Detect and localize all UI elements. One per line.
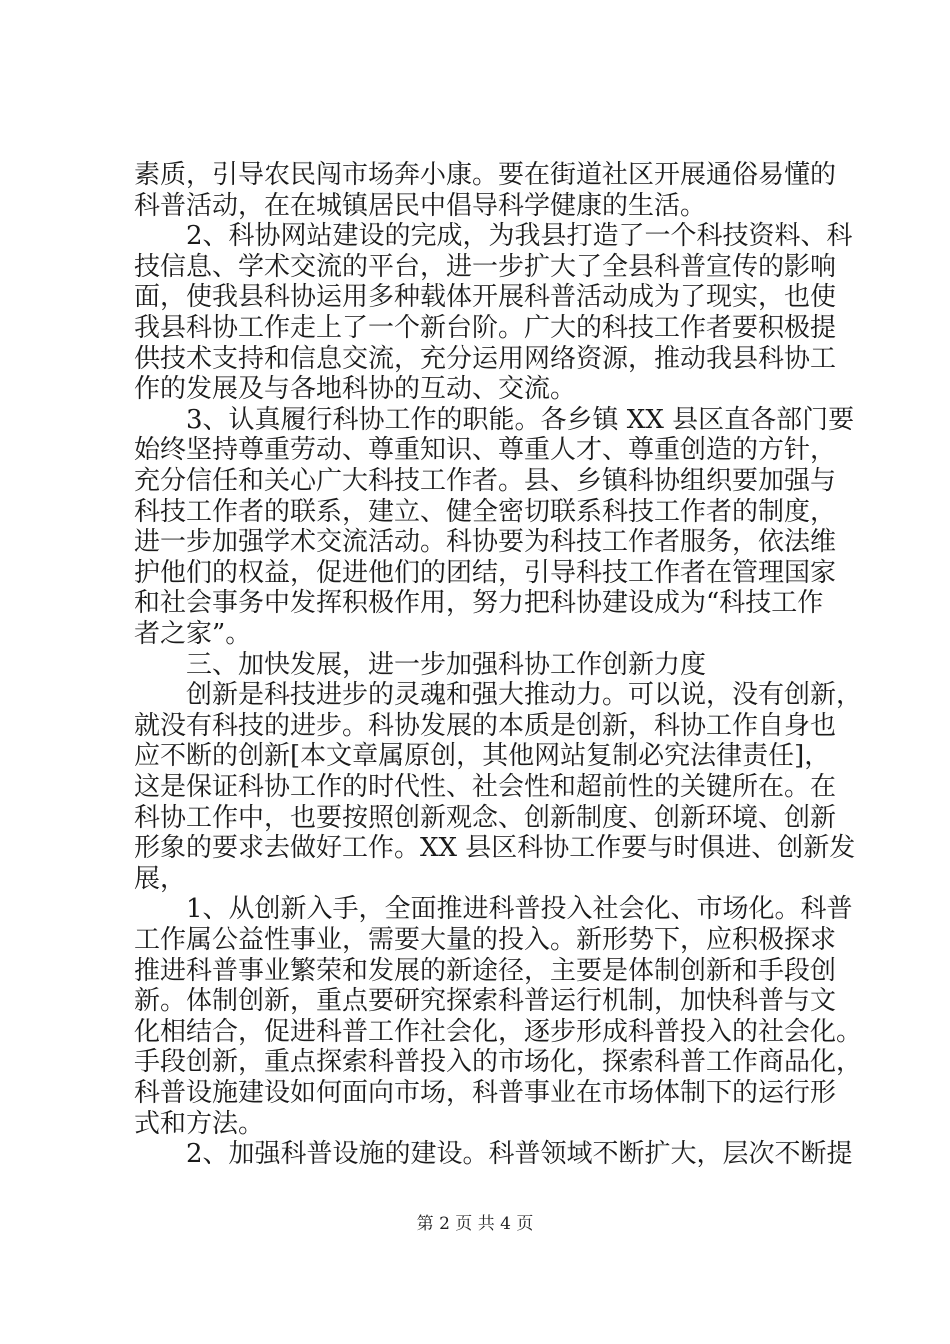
text-line: 工作属公益性事业，需要大量的投入。新形势下，应积极探求	[134, 925, 837, 955]
text-line: 者之家”。	[134, 619, 252, 649]
text-line: 手段创新，重点探索科普投入的市场化，探索科普工作商品化，	[134, 1047, 863, 1078]
text-line: 化相结合，促进科普工作社会化，逐步形成科普投入的社会化。	[134, 1016, 863, 1047]
text-line: 就没有科技的进步。科协发展的本质是创新，科协工作自身也	[134, 710, 837, 741]
page-footer	[0, 1213, 950, 1235]
text-line: 推进科普事业繁荣和发展的新途径，主要是体制创新和手段创	[134, 955, 837, 986]
text-line: 进一步加强学术交流活动。科协要为科技工作者服务，依法维	[134, 527, 837, 558]
text-line: 3、认真履行科协工作的职能。各乡镇 XX 县区直各部门要	[134, 404, 855, 435]
text-line: 这是保证科协工作的时代性、社会性和超前性的关键所在。在	[134, 772, 837, 802]
text-line: 展，	[134, 863, 187, 894]
text-line: 科协工作中，也要按照创新观念、创新制度、创新环境、创新	[134, 802, 837, 833]
text-line: 2、加强科普设施的建设。科普领域不断扩大，层次不断提	[134, 1139, 853, 1170]
text-line: 形象的要求去做好工作。XX 县区科协工作要与时俱进、创新发	[134, 833, 856, 864]
text-line: 充分信任和关心广大科技工作者。县、乡镇科协组织要加强与	[134, 466, 837, 496]
text-line: 1、从创新入手，全面推进科普投入社会化、市场化。科普	[134, 894, 853, 925]
text-line: 科技工作者的联系，建立、健全密切联系科技工作者的制度，	[134, 496, 837, 527]
text-line: 科普设施建设如何面向市场，科普事业在市场体制下的运行形	[134, 1078, 837, 1108]
text-line: 素质，引导农民闯市场奔小康。要在街道社区开展通俗易懂的	[134, 160, 837, 190]
text-line: 和社会事务中发挥积极作用，努力把科协建设成为“科技工作	[134, 588, 824, 619]
text-line: 技信息、学术交流的平台，进一步扩大了全县科普宣传的影响	[134, 251, 837, 282]
text-line: 新。体制创新，重点要研究探索科普运行机制，加快科普与文	[134, 986, 837, 1017]
text-line: 供技术支持和信息交流，充分运用网络资源，推动我县科协工	[134, 343, 837, 374]
text-line: 我县科协工作走上了一个新台阶。广大的科技工作者要积极提	[134, 313, 837, 343]
text-line: 科普活动，在在城镇居民中倡导科学健康的生活。	[134, 190, 707, 221]
text-line: 2、科协网站建设的完成，为我县打造了一个科技资料、科	[134, 221, 853, 252]
page-number: 第 2 页 共 4 页	[416, 1214, 534, 1234]
text-line: 创新是科技进步的灵魂和强大推动力。可以说，没有创新，	[134, 680, 863, 711]
text-line: 护他们的权益，促进他们的团结，引导科技工作者在管理国家	[134, 557, 837, 588]
text-line: 应不断的创新[本文章属原创，其他网站复制必究法律责任]，	[134, 741, 831, 772]
section-heading: 三、加快发展，进一步加强科协工作创新力度	[134, 649, 707, 680]
text-line: 始终坚持尊重劳动、尊重知识、尊重人才、尊重创造的方针，	[134, 435, 837, 466]
text-line: 作的发展及与各地科协的互动、交流。	[134, 374, 577, 405]
text-line: 面，使我县科协运用多种载体开展科普活动成为了现实，也使	[134, 282, 837, 313]
text-line: 式和方法。	[134, 1108, 265, 1139]
